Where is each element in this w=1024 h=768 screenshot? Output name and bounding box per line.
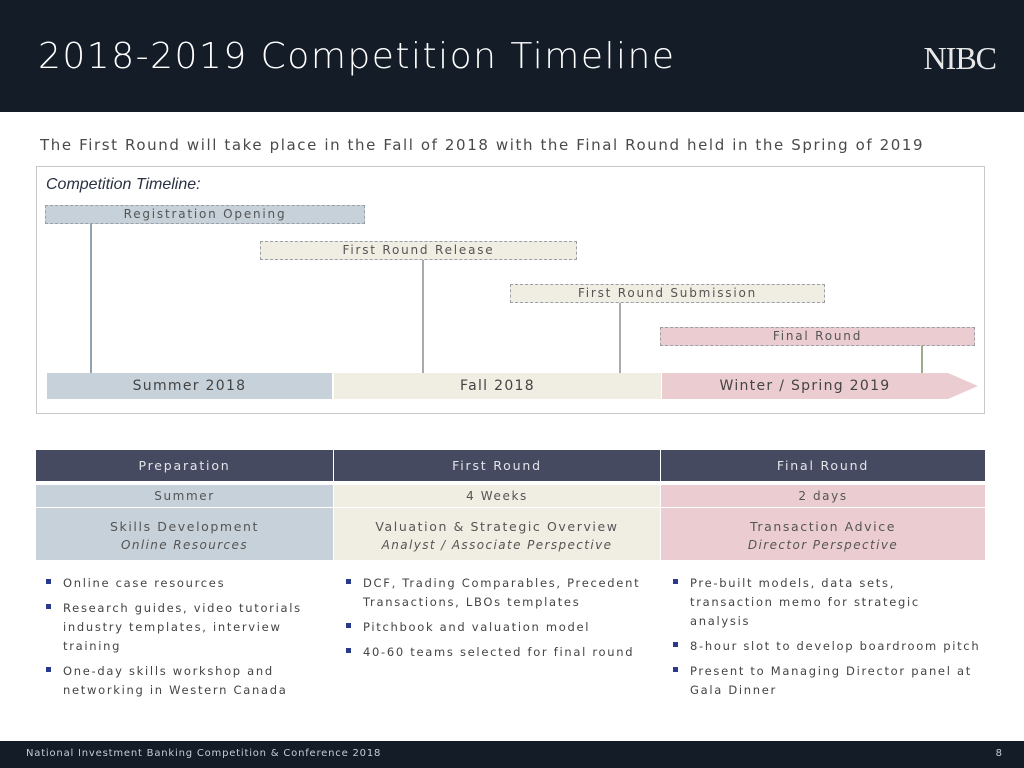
period-summer-2018: Summer 2018 xyxy=(47,373,332,399)
column-final-round xyxy=(661,450,985,560)
focus-perspective: Online Resources xyxy=(120,538,248,552)
column-header: First Round xyxy=(334,450,660,481)
event-first-round-release: First Round Release xyxy=(260,241,577,260)
header-bar xyxy=(0,0,1024,112)
column-preparation xyxy=(36,450,333,560)
final-round-bullet-list xyxy=(671,574,981,706)
focus-title: Transaction Advice xyxy=(750,519,896,534)
list-item: Research guides, video tutorials industry templates, interview training xyxy=(44,599,334,656)
column-header: Final Round xyxy=(661,450,985,481)
footer-text: National Investment Banking Competition & Conference 2018 xyxy=(26,748,382,759)
column-focus xyxy=(661,508,985,560)
column-duration: Summer xyxy=(36,485,333,507)
list-item: 8-hour slot to develop boardroom pitch xyxy=(671,637,981,656)
column-duration: 2 days xyxy=(661,485,985,507)
connector-registration xyxy=(90,224,92,373)
list-item: 40-60 teams selected for final round xyxy=(344,643,654,662)
period-fall-2018: Fall 2018 xyxy=(334,373,661,399)
event-first-round-submission: First Round Submission xyxy=(510,284,825,303)
list-item: Online case resources xyxy=(44,574,334,593)
event-final-round: Final Round xyxy=(660,327,975,346)
column-header: Preparation xyxy=(36,450,333,481)
list-item: One-day skills workshop and networking in Western Canada xyxy=(44,662,334,700)
footer-bar xyxy=(0,741,1024,768)
column-duration: 4 Weeks xyxy=(334,485,660,507)
focus-title: Valuation & Strategic Overview xyxy=(375,519,619,534)
nibc-logo: NIBC xyxy=(923,40,996,76)
list-item: Pre-built models, data sets, transaction memo for strategic analysis xyxy=(671,574,981,631)
column-focus xyxy=(334,508,660,560)
timeline-label: Competition Timeline: xyxy=(46,176,201,193)
connector-first-round-release xyxy=(422,260,424,373)
first-round-bullet-list xyxy=(344,574,654,668)
column-focus xyxy=(36,508,333,560)
list-item: Pitchbook and valuation model xyxy=(344,618,654,637)
column-first-round xyxy=(334,450,660,560)
event-registration-opening: Registration Opening xyxy=(45,205,365,224)
competition-timeline xyxy=(36,166,985,414)
page-number: 8 xyxy=(995,748,1002,759)
page-title: 2018-2019 Competition Timeline xyxy=(38,36,676,77)
focus-perspective: Analyst / Associate Perspective xyxy=(381,538,613,552)
list-item: Present to Managing Director panel at Gala Dinner xyxy=(671,662,981,700)
focus-title: Skills Development xyxy=(109,519,260,534)
list-item: DCF, Trading Comparables, Precedent Transactions, LBOs templates xyxy=(344,574,654,612)
focus-perspective: Director Perspective xyxy=(747,538,899,552)
preparation-bullet-list xyxy=(44,574,334,706)
page-subtitle: The First Round will take place in the Fall of 2018 with the Final Round held in the Spring of 2019 xyxy=(40,136,925,154)
timeline-arrow-icon xyxy=(948,373,978,399)
period-winter-spring-2019: Winter / Spring 2019 xyxy=(662,373,948,399)
connector-final-round xyxy=(921,346,923,373)
connector-first-round-submission xyxy=(619,303,621,373)
